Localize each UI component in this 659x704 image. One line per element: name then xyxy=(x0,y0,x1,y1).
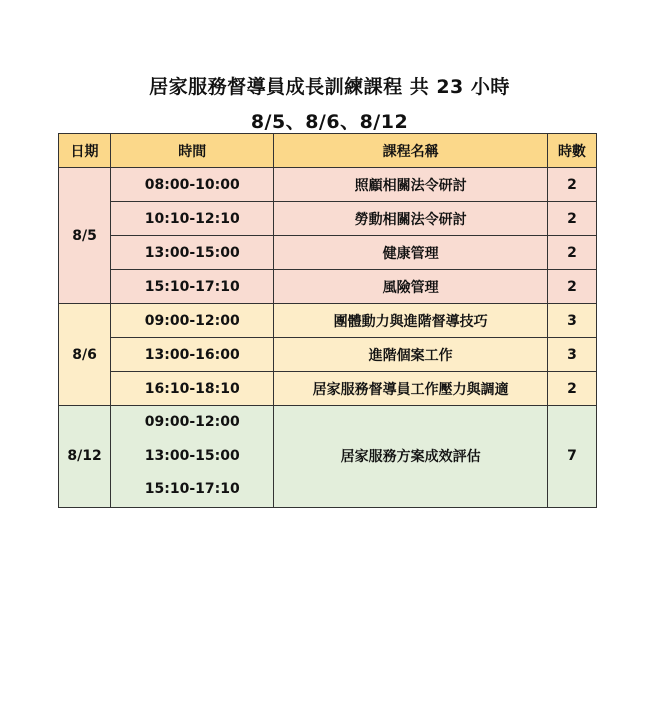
table-row xyxy=(59,270,597,304)
time-cell: 15:10-17:10 xyxy=(111,270,274,304)
hours-cell: 3 xyxy=(547,338,596,372)
time-cell: 13:00-15:00 xyxy=(111,236,274,270)
date-cell: 8/6 xyxy=(59,304,111,406)
course-cell: 進階個案工作 xyxy=(274,338,548,372)
time-cell: 10:10-12:10 xyxy=(111,202,274,236)
page-title: 居家服務督導員成長訓練課程 共 23 小時 xyxy=(149,76,510,98)
course-cell: 健康管理 xyxy=(274,236,548,270)
time-cell: 08:00-10:00 xyxy=(111,168,274,202)
course-cell: 團體動力與進階督導技巧 xyxy=(274,304,548,338)
schedule-table xyxy=(58,133,597,508)
course-cell: 居家服務方案成效評估 xyxy=(274,406,548,508)
time-cell-group xyxy=(111,406,274,508)
time-cell: 09:00-12:00 xyxy=(111,304,274,338)
hours-cell: 2 xyxy=(547,202,596,236)
course-cell: 照顧相關法令研討 xyxy=(274,168,548,202)
time-entry: 13:00-15:00 xyxy=(144,447,240,464)
course-cell: 居家服務督導員工作壓力與調適 xyxy=(274,372,548,406)
header-row xyxy=(59,134,597,168)
date-cell: 8/12 xyxy=(59,406,111,508)
time-entry: 09:00-12:00 xyxy=(144,414,240,430)
time-cell: 16:10-18:10 xyxy=(111,372,274,406)
table-row xyxy=(59,372,597,406)
hours-cell: 2 xyxy=(547,270,596,304)
header-hours: 時數 xyxy=(547,134,596,168)
table-row xyxy=(59,236,597,270)
hours-cell: 2 xyxy=(547,236,596,270)
table-row xyxy=(59,168,597,202)
hours-cell: 2 xyxy=(547,372,596,406)
table-row xyxy=(59,406,597,508)
date-cell: 8/5 xyxy=(59,168,111,304)
course-cell: 勞動相關法令研討 xyxy=(274,202,548,236)
page-subtitle: 8/5、8/6、8/12 xyxy=(250,111,409,133)
time-cell: 13:00-16:00 xyxy=(111,338,274,372)
course-cell: 風險管理 xyxy=(274,270,548,304)
table-row xyxy=(59,338,597,372)
hours-cell: 3 xyxy=(547,304,596,338)
hours-cell: 2 xyxy=(547,168,596,202)
table-row xyxy=(59,202,597,236)
time-entry: 15:10-17:10 xyxy=(144,481,240,497)
table-row xyxy=(59,304,597,338)
header-time: 時間 xyxy=(111,134,274,168)
header-course-name: 課程名稱 xyxy=(274,134,548,168)
hours-cell: 7 xyxy=(547,406,596,508)
header-date: 日期 xyxy=(59,134,111,168)
